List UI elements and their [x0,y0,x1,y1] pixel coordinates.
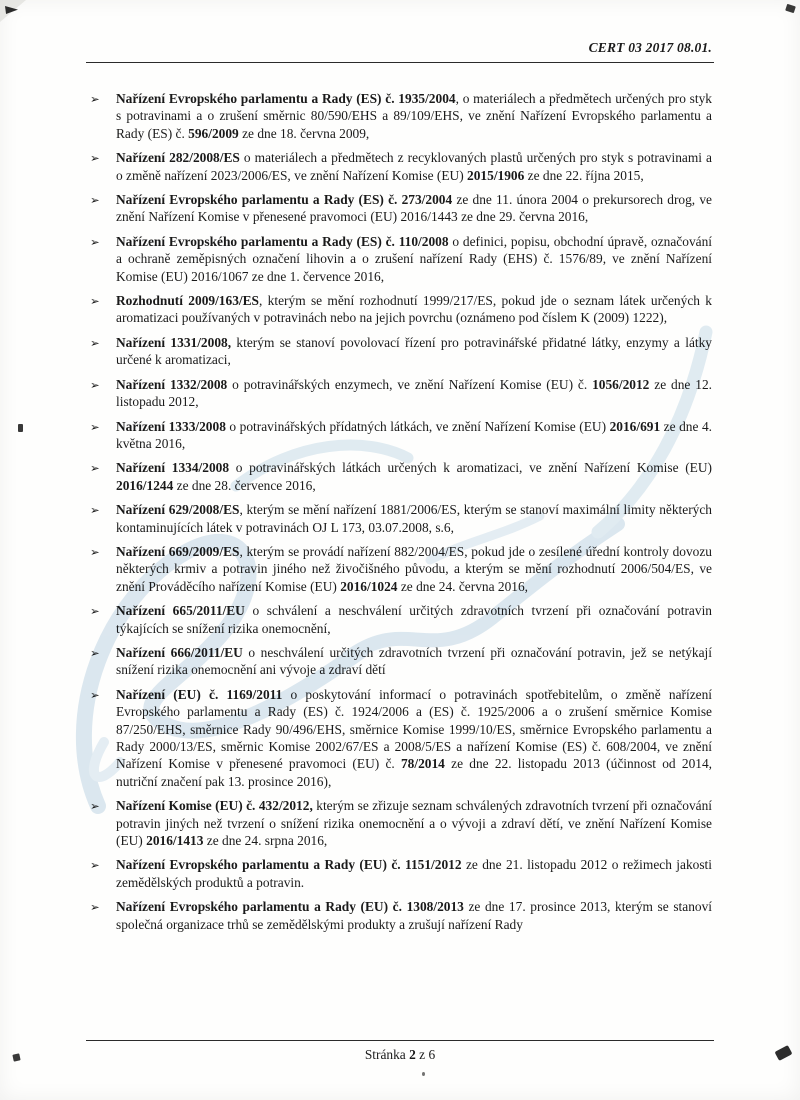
list-item-text: Nařízení 629/2008/ES, kterým se mění nařízení 1881/2006/ES, kterým se stanoví maximální limity některých kontaminujících látek v potravinách OJ L 173, 03.07.2008, s.6, [116,502,712,535]
list-item-text: Nařízení 1333/2008 o potravinářských přídatných látkách, ve znění Nařízení Komise (EU) 2016/691 ze dne 4. května 2016, [116,418,712,451]
list-item [88,459,712,494]
regulation-list [88,90,712,940]
list-item-text: Nařízení Evropského parlamentu a Rady (EU) č. 1308/2013 ze dne 17. prosince 2013, kterým se stanoví společná organizace trhů se zemědělskými produkty a zrušují nařízení Rady [116,899,712,932]
list-item [88,418,712,453]
arrow-bullet-icon: ➢ [90,461,100,476]
arrow-bullet-icon: ➢ [90,604,100,619]
document-code: CERT 03 2017 08.01. [588,40,712,55]
list-item [88,501,712,536]
list-item [88,376,712,411]
list-item-text: Nařízení Evropského parlamentu a Rady (EU) č. 1151/2012 ze dne 21. listopadu 2012 o režimech jakosti zemědělských produktů a potravin. [116,857,712,890]
list-item-text: Nařízení 282/2008/ES o materiálech a předmětech z recyklovaných plastů určených pro styk s potravinami a o změně nařízení 2023/2006/ES, ve znění Nařízení Komise (EU) 2015/1906 ze dne 22. října 2015, [116,150,712,183]
scan-artifact-bottom-left [12,1053,20,1061]
list-item [88,856,712,891]
list-item-text: Nařízení Evropského parlamentu a Rady (ES) č. 273/2004 ze dne 11. února 2004 o prekursorech drog, ve znění Nařízení Komise v přenesené pravomoci (EU) 2016/1443 ze dne 29. června 2016, [116,192,712,225]
list-item [88,233,712,285]
arrow-bullet-icon: ➢ [90,419,100,434]
arrow-bullet-icon: ➢ [90,92,100,106]
list-item-text: Nařízení 669/2009/ES, kterým se provádí nařízení 882/2004/ES, pokud jde o zesílené úřední kontroly dovozu některých krmiv a potravin jiného než živočišného původu, a kterým se mění rozhodnutí 2006/504/ES, ve znění Prováděcího nařízení Komise (EU) 2016/1024 ze dne 24. června 2016, [116,543,712,594]
arrow-bullet-icon: ➢ [90,645,100,660]
page-number: 2 [409,1047,416,1062]
list-item-text: Nařízení 666/2011/EU o neschválení určitých zdravotních tvrzení při označování potravin, jež se netýkají snížení rizika onemocnění ani vývoje a zdraví dětí [116,644,712,678]
list-item-text: Nařízení 665/2011/EU o schválení a neschválení určitých zdravotních tvrzení při označování potravin týkajících se snížení rizika onemocnění, [116,603,712,636]
header-rule [86,62,714,63]
page-footer [0,1047,800,1063]
list-item [88,191,712,226]
arrow-bullet-icon: ➢ [90,151,100,166]
list-item [88,543,712,595]
list-item-text: Nařízení Evropského parlamentu a Rady (ES) č. 1935/2004, o materiálech a předmětech určených pro styk s potravinami a o zrušení směrnic 80/590/EHS a 89/109/EHS, ve znění Nařízení Evropského parlamentu a Rady (ES) č. 596/2009 ze dne 18. června 2009, [116,91,712,141]
footer-rule [86,1040,714,1041]
list-item [88,644,712,679]
arrow-bullet-icon: ➢ [90,234,100,249]
arrow-bullet-icon: ➢ [90,858,100,873]
arrow-bullet-icon: ➢ [90,377,100,392]
footer-label: Stránka [364,1047,410,1062]
arrow-bullet-icon: ➢ [90,544,100,559]
arrow-bullet-icon: ➢ [90,687,100,702]
list-item [88,149,712,184]
footer-label-suffix: z 6 [415,1047,436,1062]
list-item [88,797,712,849]
list-item-text: Nařízení Komise (EU) č. 432/2012, kterým se zřizuje seznam schválených zdravotních tvrzení při označování potravin jiných než tvrzení o snížení rizika onemocnění a o vývoji a zdraví dětí, ve znění Nařízení Komise (EU) 2016/1413 ze dne 24. srpna 2016, [116,798,712,849]
arrow-bullet-icon: ➢ [90,503,100,518]
list-item-text: Nařízení (EU) č. 1169/2011 o poskytování informací o potravinách spotřebitelům, o změně nařízení Evropského parlamentu a Rady (ES) č. 1924/2006 a (ES) č. 1925/2006 a o zrušení směrnice Komise 87/250/EHS, směrnice Rady 90/496/EHS, směrnice Komise 1999/10/ES, směrnice Evropského parlamentu a Rady 2000/13/ES, směrnic Komise 2002/67/ES a 2008/5/ES a nařízení Komise (ES) č. 608/2004, ve znění Nařízení Komise v přenesené pravomoci (EU) č. 78/2014 ze dne 22. listopadu 2013 (účinnost od 2014, nutriční značení pak 13. prosince 2016), [116,686,712,789]
list-item-text: Nařízení 1334/2008 o potravinářských látkách určených k aromatizaci, ve znění Nařízení Komise (EU) 2016/1244 ze dne 28. července 2016, [116,460,712,493]
list-item [88,334,712,369]
list-item-text: Nařízení 1331/2008, kterým se stanoví povolovací řízení pro potravinářské přidatné látky, enzymy a látky určené k aromatizaci, [116,334,712,368]
list-item [88,602,712,637]
list-item [88,898,712,933]
arrow-bullet-icon: ➢ [90,900,100,915]
list-item [88,90,712,142]
arrow-bullet-icon: ➢ [90,294,100,309]
scan-artifact-top-right [785,4,796,13]
arrow-bullet-icon: ➢ [90,799,100,814]
list-item-text: Rozhodnutí 2009/163/ES, kterým se mění rozhodnutí 1999/217/ES, pokud jde o seznam látek určených k aromatizaci používaných v potravinách nebo na jejich povrchu (oznámeno pod číslem K (2009) 1222), [116,293,712,326]
scan-artifact-footer-dot [422,1072,425,1076]
list-item [88,686,712,790]
scan-artifact-left-edge [18,424,23,432]
arrow-bullet-icon: ➢ [90,193,100,208]
list-item [88,292,712,327]
arrow-bullet-icon: ➢ [90,335,100,350]
list-item-text: Nařízení 1332/2008 o potravinářských enzymech, ve znění Nařízení Komise (EU) č. 1056/2012 ze dne 12. listopadu 2012, [116,376,712,410]
list-item-text: Nařízení Evropského parlamentu a Rady (ES) č. 110/2008 o definici, popisu, obchodní úpravě, označování a ochraně zeměpisných označení lihovin a o zrušení nařízení Rady (EHS) č. 1576/89, ve znění Nařízení Komise (EU) 2016/1067 ze dne 1. července 2016, [116,233,712,284]
